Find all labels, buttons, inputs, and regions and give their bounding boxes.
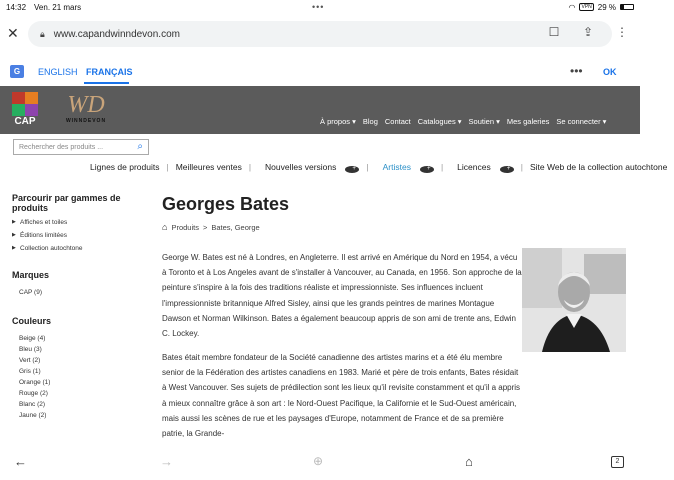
- close-icon[interactable]: ✕: [7, 25, 19, 41]
- more-vert-icon[interactable]: ⋮: [616, 25, 628, 39]
- color-item[interactable]: Orange (1): [19, 379, 51, 386]
- nav-soutien[interactable]: Soutien ▾: [468, 117, 500, 126]
- translate-bar: [0, 58, 640, 86]
- plus-icon: +: [500, 166, 514, 173]
- lock-icon: 🔒︎: [40, 28, 45, 39]
- brands-title: Marques: [12, 270, 50, 280]
- plus-icon: +: [420, 166, 434, 173]
- breadcrumb-separator: >: [202, 222, 208, 232]
- translate-more-icon[interactable]: •••: [570, 64, 583, 78]
- breadcrumb-current: Bates, George: [211, 222, 260, 232]
- plus-icon: +: [345, 166, 359, 173]
- color-item[interactable]: Bleu (3): [19, 346, 42, 353]
- status-date: Ven. 21 mars: [34, 2, 82, 12]
- translate-ok-button[interactable]: OK: [603, 67, 617, 77]
- site-header: [0, 86, 640, 134]
- browse-item[interactable]: ▶ Éditions limitées: [20, 232, 142, 239]
- color-item[interactable]: Rouge (2): [19, 390, 48, 397]
- color-item[interactable]: Beige (4): [19, 335, 46, 342]
- artist-portrait: [522, 248, 626, 352]
- forward-arrow-icon[interactable]: →: [160, 454, 173, 469]
- color-item[interactable]: Gris (1): [19, 368, 41, 375]
- bio-paragraph: Bates était membre fondateur de la Société canadienne des artistes marins et a été élu membre senior de la Fédération des artistes canadiens en 1983. Marié et père de trois enfants, Bates résidait à West Vancouver. Ses sujets de prédilection sont les lieux qu'il revisite constamment et qu'il a appris à mieux connaître grâce à son art : le Nord-Ouest Pacifique, la Californie et le Sud-Ouest américain, mais aussi les scènes de rue et les paysages d'Europe, notamment de France et de sa première patrie, la Grande-: [162, 353, 521, 439]
- cat-nouvelles-versions[interactable]: Nouvelles versions +: [251, 162, 366, 173]
- search-icon[interactable]: ⌕: [137, 141, 143, 152]
- tabs-icon[interactable]: 2: [611, 456, 624, 468]
- wifi-icon: ◠: [568, 2, 576, 12]
- page-title: Georges Bates: [162, 194, 290, 214]
- battery-icon: [620, 4, 634, 10]
- active-tab-indicator: [84, 82, 129, 84]
- nav-blog[interactable]: Blog: [362, 117, 378, 126]
- sidebar: [12, 193, 142, 419]
- vpn-badge: VPN: [581, 4, 592, 10]
- sub-navigation: [0, 134, 668, 178]
- browse-item[interactable]: ▶ Collection autochtone: [20, 245, 142, 252]
- back-arrow-icon[interactable]: ←: [14, 454, 27, 469]
- cat-collection-autochtone[interactable]: Site Web de la collection autochtone: [529, 162, 668, 172]
- winndevon-logo[interactable]: WD WINNDEVON: [65, 92, 107, 124]
- bottom-toolbar: [0, 444, 640, 480]
- category-nav: Lignes de produits | Meilleures ventes | Nouvelles versions + | Artistes + | Licences + | Site Web de la collection autochtone: [83, 162, 674, 173]
- breadcrumb-products[interactable]: Produits: [171, 222, 199, 232]
- bookmark-icon[interactable]: ☐: [548, 25, 560, 39]
- status-time: 14:32: [6, 2, 27, 12]
- google-translate-icon: G: [10, 65, 24, 78]
- brand-item[interactable]: CAP (9): [19, 289, 42, 296]
- color-item[interactable]: Blanc (2): [19, 401, 46, 408]
- plus-circle-icon[interactable]: ⊕: [313, 454, 324, 468]
- product-search-input[interactable]: Rechercher des produits ... ⌕: [13, 139, 149, 155]
- home-icon[interactable]: ⌂: [162, 222, 168, 232]
- cat-artistes[interactable]: Artistes +: [369, 162, 441, 173]
- nav-a-propos[interactable]: À propos ▾: [320, 117, 356, 126]
- lang-french-tab[interactable]: FRANÇAIS: [86, 67, 133, 77]
- colors-title: Couleurs: [12, 316, 52, 326]
- browse-item[interactable]: ▶ Affiches et toiles: [20, 219, 142, 226]
- lang-english-tab[interactable]: ENGLISH: [38, 67, 78, 77]
- cat-meilleures-ventes[interactable]: Meilleures ventes: [175, 162, 242, 172]
- cat-licences[interactable]: Licences +: [443, 162, 521, 173]
- nav-contact[interactable]: Contact: [384, 117, 411, 126]
- home-icon[interactable]: ⌂: [465, 454, 473, 469]
- bio-paragraph: George W. Bates est né à Londres, en Angleterre. Il est arrivé en Amérique du Nord en 1954, a vécu à Toronto et à Los Angeles avant de s'installer à Vancouver, au Canada, en 1956. Son approche de la peinture s'inspire à la fois des traditions réaliste et impressionniste. Ses influences incluent l'impressionniste britannique Alfred Sisley, ainsi que les grands peintres de marines Montague Dawson et Norman Wilkinson. Bates a également beaucoup appris de son ami de trente ans, Edwin C. Lockey.: [162, 253, 522, 339]
- battery-percent: 29 %: [597, 2, 616, 12]
- address-bar[interactable]: [28, 21, 612, 47]
- nav-se-connecter[interactable]: Se connecter ▾: [556, 117, 607, 126]
- status-bar: [0, 0, 640, 14]
- url-text: www.capandwinndevon.com: [53, 28, 180, 40]
- color-item[interactable]: Jaune (2): [19, 412, 47, 419]
- cat-lignes-de-produits[interactable]: Lignes de produits: [90, 162, 160, 172]
- breadcrumb: [162, 222, 628, 232]
- cap-logo[interactable]: CAP: [12, 92, 40, 128]
- multitask-dots[interactable]: •••: [312, 2, 325, 12]
- color-item[interactable]: Vert (2): [19, 357, 41, 364]
- nav-catalogues[interactable]: Catalogues ▾: [417, 117, 462, 126]
- main-content: [162, 194, 628, 439]
- browser-toolbar: [0, 18, 640, 48]
- browse-title: Parcourir par gammes de produits: [12, 193, 121, 213]
- top-menu: [320, 117, 606, 126]
- nav-mes-galeries[interactable]: Mes galeries: [506, 117, 550, 126]
- share-icon[interactable]: ⇪: [582, 25, 594, 39]
